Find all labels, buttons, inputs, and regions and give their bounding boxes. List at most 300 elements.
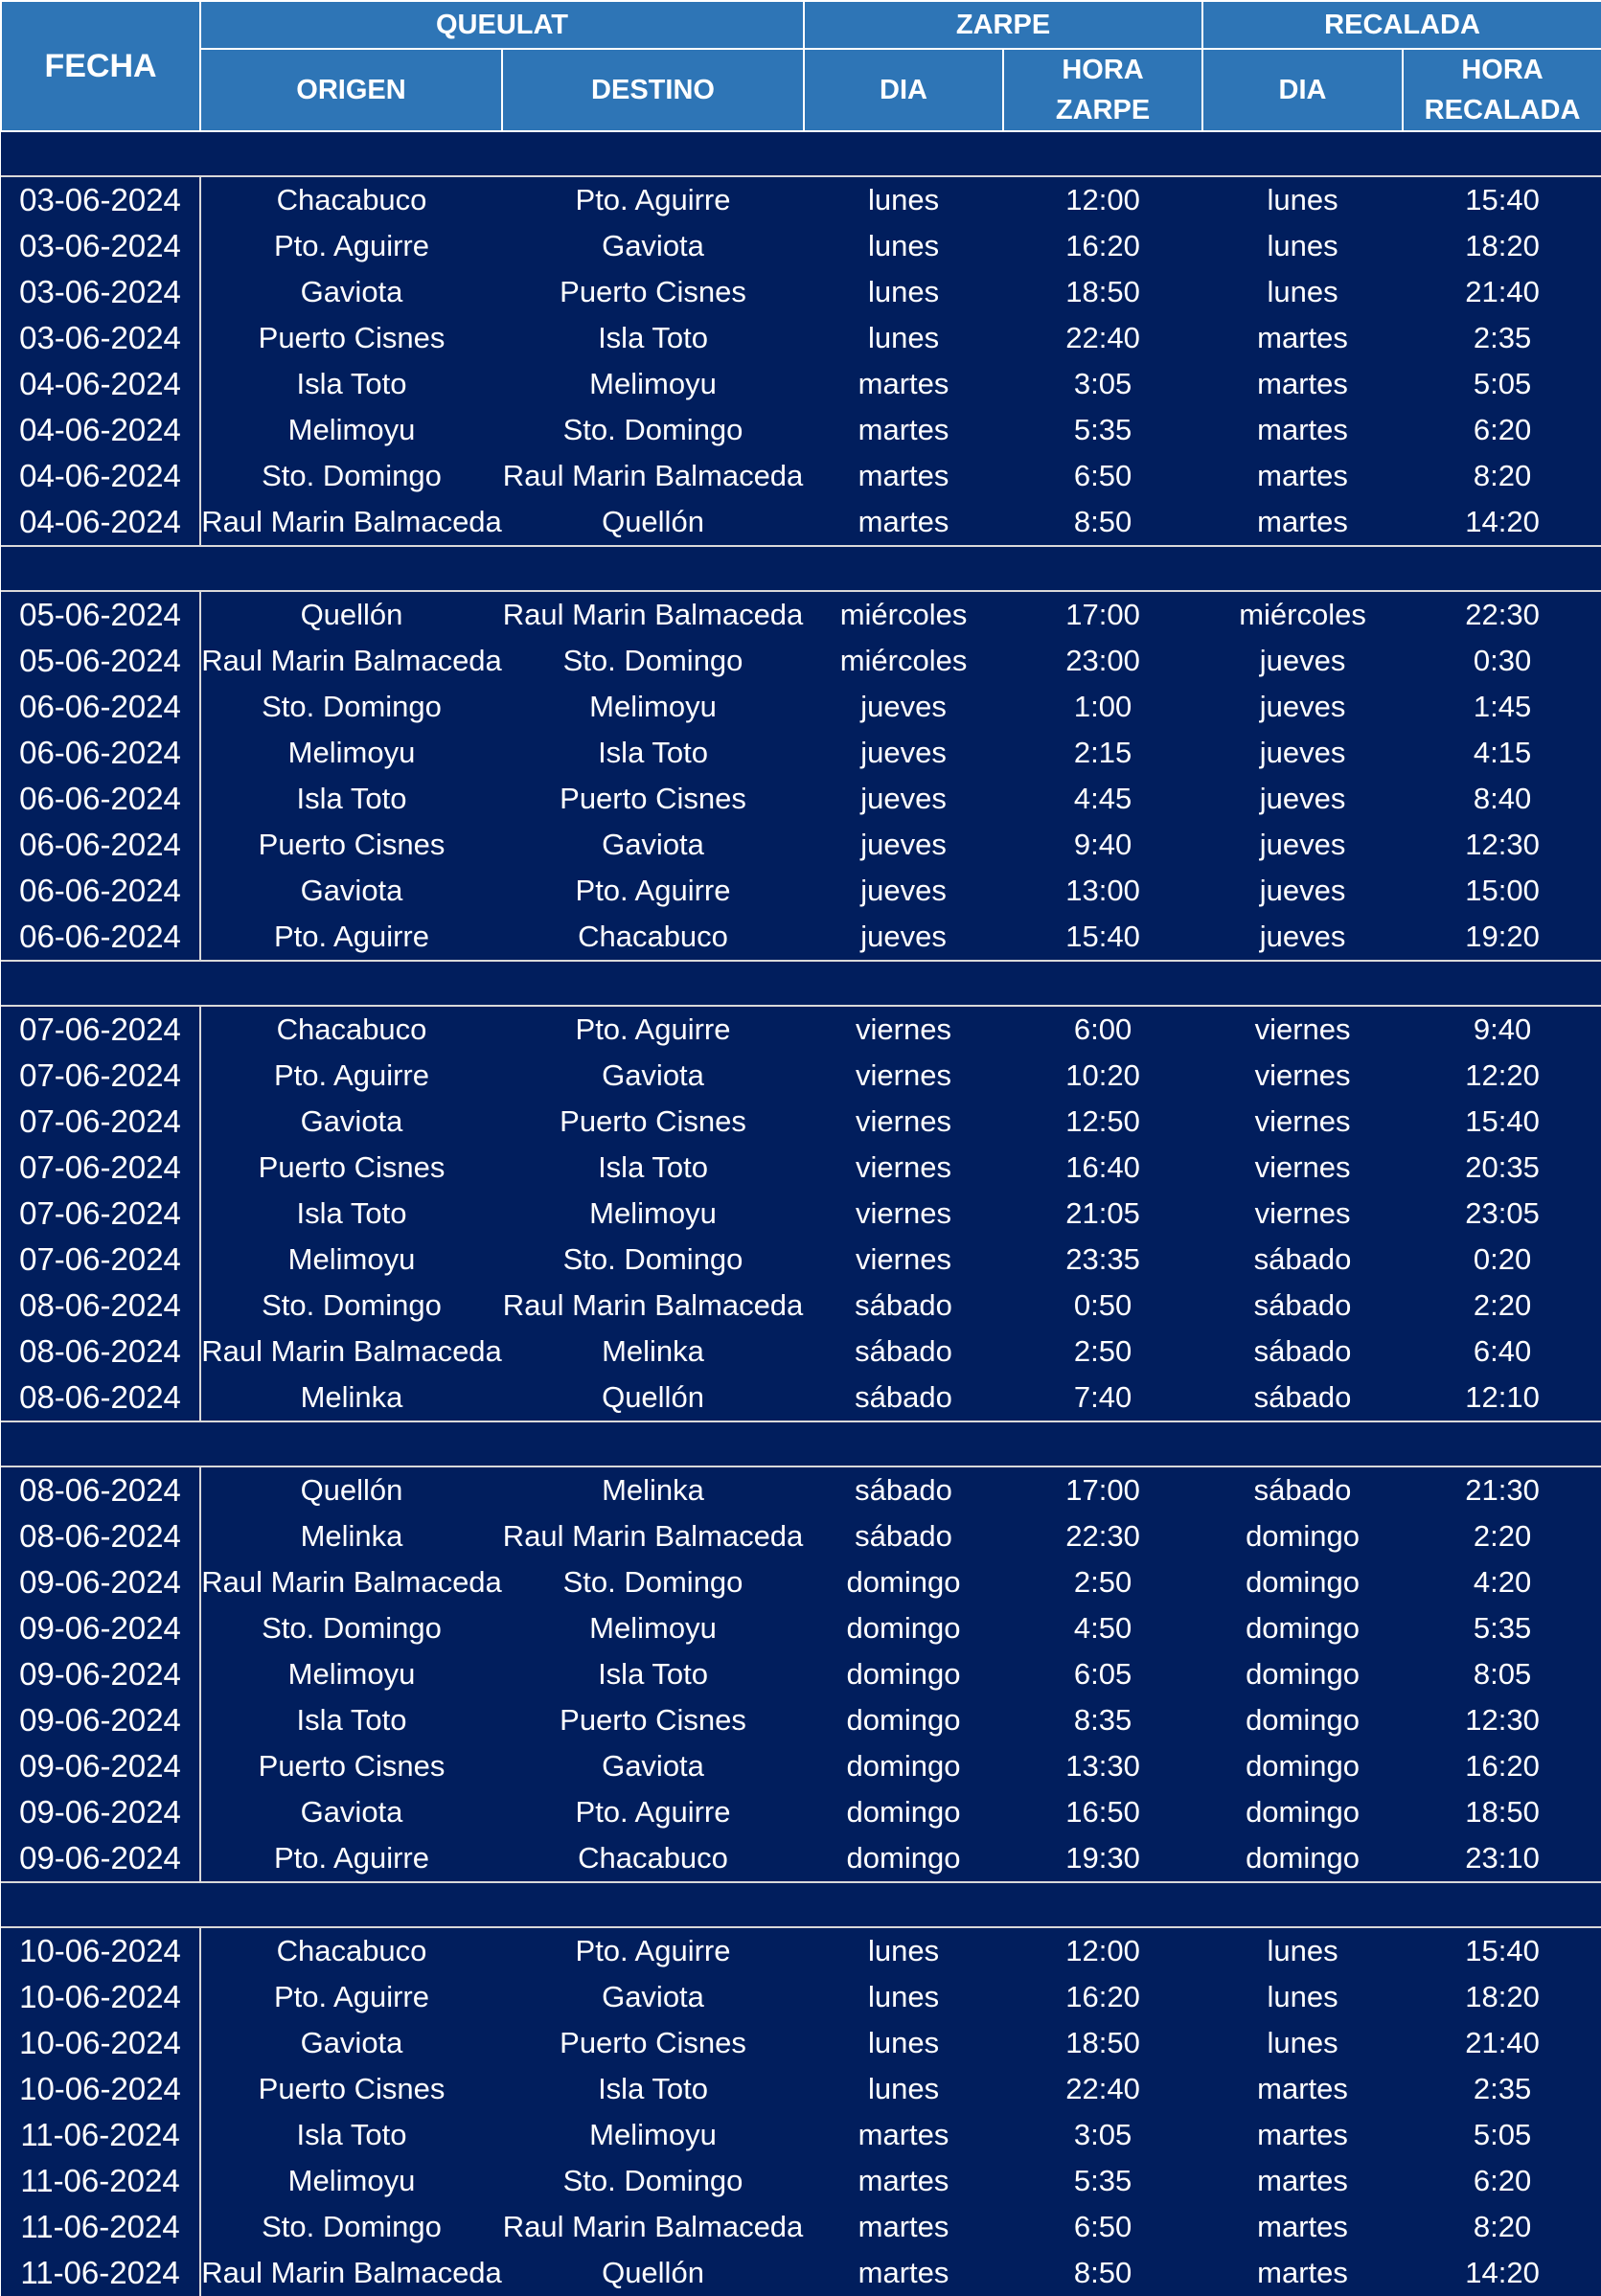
cell-hora-zarpe: 12:00	[1003, 1927, 1202, 1974]
group-separator	[1, 546, 1601, 591]
separator-cell	[1, 1421, 1601, 1466]
table-row	[1, 315, 1601, 361]
cell-dia-zarpe: viernes	[804, 1053, 1003, 1099]
cell-hora-recalada: 8:20	[1403, 453, 1601, 499]
cell-hora-recalada: 12:30	[1403, 1697, 1601, 1743]
cell-destino: Melinka	[502, 1329, 804, 1375]
cell-dia-zarpe: sábado	[804, 1283, 1003, 1329]
table-row	[1, 1053, 1601, 1099]
cell-dia-zarpe: sábado	[804, 1329, 1003, 1375]
cell-dia-zarpe: lunes	[804, 223, 1003, 269]
table-row	[1, 1513, 1601, 1559]
cell-fecha: 06-06-2024	[1, 776, 200, 822]
cell-destino: Melimoyu	[502, 1605, 804, 1651]
cell-origen: Isla Toto	[200, 2112, 502, 2158]
cell-fecha: 07-06-2024	[1, 1006, 200, 1053]
cell-destino: Melimoyu	[502, 2112, 804, 2158]
cell-hora-recalada: 15:40	[1403, 176, 1601, 223]
cell-fecha: 08-06-2024	[1, 1329, 200, 1375]
cell-hora-zarpe: 2:50	[1003, 1329, 1202, 1375]
table-header	[1, 1, 1601, 131]
cell-dia-recalada: lunes	[1202, 1927, 1403, 1974]
cell-dia-recalada: lunes	[1202, 1974, 1403, 2020]
table-row	[1, 822, 1601, 868]
cell-dia-recalada: sábado	[1202, 1283, 1403, 1329]
cell-dia-zarpe: domingo	[804, 1651, 1003, 1697]
cell-fecha: 06-06-2024	[1, 730, 200, 776]
header-hora-recalada-line1: HORA	[1461, 55, 1544, 85]
cell-dia-recalada: domingo	[1202, 1651, 1403, 1697]
cell-dia-zarpe: martes	[804, 499, 1003, 546]
cell-origen: Raul Marin Balmaceda	[200, 2250, 502, 2296]
cell-destino: Sto. Domingo	[502, 407, 804, 453]
cell-dia-recalada: jueves	[1202, 730, 1403, 776]
cell-dia-zarpe: jueves	[804, 914, 1003, 961]
cell-hora-zarpe: 4:50	[1003, 1605, 1202, 1651]
cell-fecha: 08-06-2024	[1, 1283, 200, 1329]
cell-origen: Raul Marin Balmaceda	[200, 1559, 502, 1605]
cell-dia-recalada: sábado	[1202, 1466, 1403, 1513]
group-separator	[1, 961, 1601, 1006]
cell-fecha: 09-06-2024	[1, 1789, 200, 1835]
cell-fecha: 11-06-2024	[1, 2204, 200, 2250]
cell-destino: Pto. Aguirre	[502, 176, 804, 223]
cell-fecha: 07-06-2024	[1, 1053, 200, 1099]
cell-dia-zarpe: martes	[804, 2250, 1003, 2296]
cell-hora-recalada: 5:05	[1403, 2112, 1601, 2158]
cell-hora-zarpe: 3:05	[1003, 361, 1202, 407]
cell-destino: Pto. Aguirre	[502, 1927, 804, 1974]
cell-hora-zarpe: 12:50	[1003, 1099, 1202, 1145]
table-row	[1, 1191, 1601, 1237]
cell-dia-recalada: lunes	[1202, 2020, 1403, 2066]
cell-hora-zarpe: 17:00	[1003, 591, 1202, 638]
cell-dia-recalada: domingo	[1202, 1743, 1403, 1789]
cell-destino: Isla Toto	[502, 730, 804, 776]
cell-dia-recalada: viernes	[1202, 1191, 1403, 1237]
cell-hora-recalada: 12:30	[1403, 822, 1601, 868]
table-row	[1, 2158, 1601, 2204]
cell-destino: Raul Marin Balmaceda	[502, 1283, 804, 1329]
cell-hora-recalada: 4:20	[1403, 1559, 1601, 1605]
cell-fecha: 08-06-2024	[1, 1466, 200, 1513]
table-row	[1, 1466, 1601, 1513]
cell-hora-zarpe: 18:50	[1003, 269, 1202, 315]
cell-fecha: 09-06-2024	[1, 1743, 200, 1789]
cell-dia-recalada: lunes	[1202, 269, 1403, 315]
cell-hora-zarpe: 8:35	[1003, 1697, 1202, 1743]
table-row	[1, 2020, 1601, 2066]
cell-destino: Sto. Domingo	[502, 2158, 804, 2204]
cell-origen: Melimoyu	[200, 1237, 502, 1283]
cell-hora-recalada: 21:30	[1403, 1466, 1601, 1513]
table-row	[1, 1329, 1601, 1375]
cell-hora-recalada: 5:35	[1403, 1605, 1601, 1651]
cell-dia-zarpe: sábado	[804, 1513, 1003, 1559]
cell-hora-recalada: 2:20	[1403, 1513, 1601, 1559]
header-hora-zarpe-line1: HORA	[1062, 55, 1144, 85]
group-separator	[1, 1882, 1601, 1927]
cell-destino: Gaviota	[502, 223, 804, 269]
cell-hora-zarpe: 22:40	[1003, 2066, 1202, 2112]
separator-cell	[1, 1882, 1601, 1927]
cell-hora-zarpe: 6:50	[1003, 453, 1202, 499]
cell-hora-recalada: 2:35	[1403, 315, 1601, 361]
cell-dia-recalada: sábado	[1202, 1375, 1403, 1421]
cell-hora-recalada: 18:20	[1403, 1974, 1601, 2020]
header-hora-zarpe-line2: ZARPE	[1055, 95, 1151, 125]
cell-hora-zarpe: 23:00	[1003, 638, 1202, 684]
cell-hora-zarpe: 13:00	[1003, 868, 1202, 914]
table-row	[1, 638, 1601, 684]
cell-dia-recalada: lunes	[1202, 223, 1403, 269]
cell-hora-zarpe: 6:05	[1003, 1651, 1202, 1697]
header-recalada: RECALADA	[1202, 1, 1601, 49]
table-row	[1, 1651, 1601, 1697]
cell-hora-recalada: 23:05	[1403, 1191, 1601, 1237]
cell-hora-recalada: 12:10	[1403, 1375, 1601, 1421]
cell-origen: Sto. Domingo	[200, 1283, 502, 1329]
table-row	[1, 176, 1601, 223]
cell-dia-recalada: jueves	[1202, 776, 1403, 822]
cell-dia-zarpe: viernes	[804, 1237, 1003, 1283]
table-row	[1, 2066, 1601, 2112]
cell-dia-recalada: sábado	[1202, 1237, 1403, 1283]
cell-fecha: 07-06-2024	[1, 1191, 200, 1237]
cell-dia-zarpe: martes	[804, 2158, 1003, 2204]
cell-origen: Sto. Domingo	[200, 2204, 502, 2250]
cell-dia-zarpe: viernes	[804, 1145, 1003, 1191]
cell-destino: Raul Marin Balmaceda	[502, 453, 804, 499]
cell-dia-zarpe: martes	[804, 361, 1003, 407]
table-row	[1, 1006, 1601, 1053]
cell-dia-zarpe: sábado	[804, 1466, 1003, 1513]
cell-dia-zarpe: jueves	[804, 776, 1003, 822]
cell-hora-zarpe: 18:50	[1003, 2020, 1202, 2066]
cell-hora-zarpe: 6:50	[1003, 2204, 1202, 2250]
cell-hora-recalada: 8:20	[1403, 2204, 1601, 2250]
cell-hora-zarpe: 16:50	[1003, 1789, 1202, 1835]
cell-origen: Gaviota	[200, 2020, 502, 2066]
cell-dia-recalada: martes	[1202, 453, 1403, 499]
cell-hora-zarpe: 2:50	[1003, 1559, 1202, 1605]
cell-hora-recalada: 2:20	[1403, 1283, 1601, 1329]
cell-dia-zarpe: martes	[804, 453, 1003, 499]
cell-fecha: 06-06-2024	[1, 822, 200, 868]
cell-hora-recalada: 15:40	[1403, 1099, 1601, 1145]
cell-origen: Chacabuco	[200, 1006, 502, 1053]
cell-dia-recalada: jueves	[1202, 822, 1403, 868]
table-row	[1, 1697, 1601, 1743]
cell-hora-recalada: 21:40	[1403, 2020, 1601, 2066]
cell-dia-recalada: jueves	[1202, 638, 1403, 684]
cell-dia-zarpe: domingo	[804, 1789, 1003, 1835]
table-row	[1, 269, 1601, 315]
cell-destino: Melinka	[502, 1466, 804, 1513]
cell-dia-zarpe: martes	[804, 2204, 1003, 2250]
cell-destino: Pto. Aguirre	[502, 1789, 804, 1835]
cell-fecha: 03-06-2024	[1, 223, 200, 269]
cell-destino: Sto. Domingo	[502, 638, 804, 684]
header-hora-recalada	[1403, 49, 1601, 131]
table-row	[1, 868, 1601, 914]
cell-dia-recalada: viernes	[1202, 1006, 1403, 1053]
cell-fecha: 06-06-2024	[1, 868, 200, 914]
header-hora-recalada-line2: RECALADA	[1424, 95, 1581, 125]
cell-destino: Gaviota	[502, 1053, 804, 1099]
table-row	[1, 499, 1601, 546]
cell-dia-recalada: martes	[1202, 361, 1403, 407]
cell-fecha: 09-06-2024	[1, 1697, 200, 1743]
separator-cell	[1, 131, 1601, 176]
cell-destino: Pto. Aguirre	[502, 868, 804, 914]
table-row	[1, 1789, 1601, 1835]
cell-fecha: 06-06-2024	[1, 914, 200, 961]
cell-hora-zarpe: 0:50	[1003, 1283, 1202, 1329]
cell-fecha: 07-06-2024	[1, 1099, 200, 1145]
table-row	[1, 2250, 1601, 2296]
cell-dia-recalada: martes	[1202, 2204, 1403, 2250]
table-row	[1, 684, 1601, 730]
cell-origen: Chacabuco	[200, 176, 502, 223]
cell-destino: Isla Toto	[502, 2066, 804, 2112]
cell-origen: Puerto Cisnes	[200, 1145, 502, 1191]
table-row	[1, 453, 1601, 499]
cell-origen: Sto. Domingo	[200, 453, 502, 499]
cell-hora-zarpe: 9:40	[1003, 822, 1202, 868]
cell-origen: Melimoyu	[200, 2158, 502, 2204]
cell-hora-zarpe: 13:30	[1003, 1743, 1202, 1789]
cell-hora-recalada: 15:00	[1403, 868, 1601, 914]
cell-dia-recalada: domingo	[1202, 1835, 1403, 1882]
cell-hora-zarpe: 7:40	[1003, 1375, 1202, 1421]
cell-hora-zarpe: 22:40	[1003, 315, 1202, 361]
cell-dia-zarpe: domingo	[804, 1605, 1003, 1651]
cell-origen: Raul Marin Balmaceda	[200, 638, 502, 684]
cell-dia-recalada: sábado	[1202, 1329, 1403, 1375]
table-row	[1, 1283, 1601, 1329]
cell-dia-recalada: domingo	[1202, 1513, 1403, 1559]
cell-hora-recalada: 14:20	[1403, 2250, 1601, 2296]
table-row	[1, 1927, 1601, 1974]
cell-destino: Melimoyu	[502, 684, 804, 730]
cell-origen: Puerto Cisnes	[200, 1743, 502, 1789]
table-row	[1, 1559, 1601, 1605]
cell-dia-recalada: domingo	[1202, 1697, 1403, 1743]
cell-destino: Quellón	[502, 1375, 804, 1421]
cell-fecha: 06-06-2024	[1, 684, 200, 730]
cell-hora-zarpe: 6:00	[1003, 1006, 1202, 1053]
cell-hora-recalada: 15:40	[1403, 1927, 1601, 1974]
cell-dia-zarpe: sábado	[804, 1375, 1003, 1421]
separator-cell	[1, 961, 1601, 1006]
table-row	[1, 730, 1601, 776]
cell-destino: Chacabuco	[502, 1835, 804, 1882]
separator-cell	[1, 546, 1601, 591]
table-row	[1, 1743, 1601, 1789]
cell-origen: Melinka	[200, 1513, 502, 1559]
table-row	[1, 1974, 1601, 2020]
cell-origen: Pto. Aguirre	[200, 1053, 502, 1099]
cell-hora-recalada: 6:40	[1403, 1329, 1601, 1375]
cell-hora-zarpe: 8:50	[1003, 499, 1202, 546]
table-row	[1, 2204, 1601, 2250]
cell-origen: Sto. Domingo	[200, 1605, 502, 1651]
cell-dia-zarpe: domingo	[804, 1697, 1003, 1743]
cell-hora-zarpe: 3:05	[1003, 2112, 1202, 2158]
cell-fecha: 03-06-2024	[1, 269, 200, 315]
cell-dia-zarpe: lunes	[804, 1927, 1003, 1974]
cell-fecha: 07-06-2024	[1, 1237, 200, 1283]
cell-dia-recalada: lunes	[1202, 176, 1403, 223]
cell-hora-recalada: 8:05	[1403, 1651, 1601, 1697]
cell-hora-recalada: 0:30	[1403, 638, 1601, 684]
cell-dia-zarpe: miércoles	[804, 638, 1003, 684]
cell-fecha: 09-06-2024	[1, 1559, 200, 1605]
cell-origen: Gaviota	[200, 1789, 502, 1835]
cell-dia-recalada: viernes	[1202, 1053, 1403, 1099]
cell-fecha: 10-06-2024	[1, 1974, 200, 2020]
cell-dia-recalada: martes	[1202, 499, 1403, 546]
cell-origen: Pto. Aguirre	[200, 223, 502, 269]
cell-origen: Isla Toto	[200, 361, 502, 407]
cell-fecha: 05-06-2024	[1, 591, 200, 638]
cell-dia-zarpe: viernes	[804, 1099, 1003, 1145]
cell-dia-recalada: martes	[1202, 2066, 1403, 2112]
cell-hora-recalada: 16:20	[1403, 1743, 1601, 1789]
cell-fecha: 03-06-2024	[1, 315, 200, 361]
cell-hora-zarpe: 19:30	[1003, 1835, 1202, 1882]
cell-dia-zarpe: miércoles	[804, 591, 1003, 638]
cell-hora-zarpe: 1:00	[1003, 684, 1202, 730]
cell-hora-recalada: 8:40	[1403, 776, 1601, 822]
cell-fecha: 10-06-2024	[1, 2020, 200, 2066]
cell-destino: Puerto Cisnes	[502, 776, 804, 822]
cell-destino: Raul Marin Balmaceda	[502, 591, 804, 638]
cell-origen: Melimoyu	[200, 730, 502, 776]
cell-fecha: 10-06-2024	[1, 2066, 200, 2112]
cell-destino: Raul Marin Balmaceda	[502, 2204, 804, 2250]
cell-hora-zarpe: 4:45	[1003, 776, 1202, 822]
cell-dia-recalada: martes	[1202, 315, 1403, 361]
table-row	[1, 1375, 1601, 1421]
cell-dia-zarpe: martes	[804, 2112, 1003, 2158]
cell-dia-zarpe: lunes	[804, 2020, 1003, 2066]
cell-destino: Raul Marin Balmaceda	[502, 1513, 804, 1559]
cell-fecha: 11-06-2024	[1, 2112, 200, 2158]
table-row	[1, 1835, 1601, 1882]
cell-fecha: 11-06-2024	[1, 2158, 200, 2204]
cell-origen: Puerto Cisnes	[200, 315, 502, 361]
cell-fecha: 09-06-2024	[1, 1605, 200, 1651]
cell-hora-recalada: 18:50	[1403, 1789, 1601, 1835]
cell-fecha: 08-06-2024	[1, 1513, 200, 1559]
cell-hora-zarpe: 5:35	[1003, 2158, 1202, 2204]
cell-destino: Quellón	[502, 2250, 804, 2296]
header-zarpe: ZARPE	[804, 1, 1202, 49]
cell-origen: Melinka	[200, 1375, 502, 1421]
header-queulat: QUEULAT	[200, 1, 804, 49]
cell-hora-recalada: 19:20	[1403, 914, 1601, 961]
table-row	[1, 2112, 1601, 2158]
cell-origen: Chacabuco	[200, 1927, 502, 1974]
cell-destino: Melimoyu	[502, 361, 804, 407]
cell-hora-zarpe: 5:35	[1003, 407, 1202, 453]
table-row	[1, 407, 1601, 453]
cell-dia-recalada: martes	[1202, 407, 1403, 453]
cell-hora-zarpe: 8:50	[1003, 2250, 1202, 2296]
cell-hora-recalada: 5:05	[1403, 361, 1601, 407]
cell-dia-recalada: domingo	[1202, 1605, 1403, 1651]
table-row	[1, 1099, 1601, 1145]
cell-dia-recalada: jueves	[1202, 914, 1403, 961]
cell-dia-recalada: domingo	[1202, 1559, 1403, 1605]
cell-fecha: 05-06-2024	[1, 638, 200, 684]
group-separator	[1, 131, 1601, 176]
cell-hora-recalada: 23:10	[1403, 1835, 1601, 1882]
cell-dia-recalada: domingo	[1202, 1789, 1403, 1835]
cell-destino: Puerto Cisnes	[502, 1697, 804, 1743]
cell-hora-zarpe: 16:20	[1003, 1974, 1202, 2020]
cell-dia-zarpe: jueves	[804, 730, 1003, 776]
cell-origen: Isla Toto	[200, 1191, 502, 1237]
cell-dia-recalada: martes	[1202, 2112, 1403, 2158]
cell-dia-zarpe: lunes	[804, 176, 1003, 223]
cell-hora-zarpe: 15:40	[1003, 914, 1202, 961]
cell-hora-recalada: 14:20	[1403, 499, 1601, 546]
cell-origen: Gaviota	[200, 868, 502, 914]
cell-hora-recalada: 2:35	[1403, 2066, 1601, 2112]
cell-dia-zarpe: domingo	[804, 1835, 1003, 1882]
cell-hora-recalada: 4:15	[1403, 730, 1601, 776]
table-row	[1, 1605, 1601, 1651]
cell-destino: Pto. Aguirre	[502, 1006, 804, 1053]
cell-fecha: 07-06-2024	[1, 1145, 200, 1191]
cell-fecha: 04-06-2024	[1, 499, 200, 546]
header-destino: DESTINO	[502, 49, 804, 131]
cell-origen: Pto. Aguirre	[200, 914, 502, 961]
header-fecha: FECHA	[1, 1, 200, 131]
cell-hora-recalada: 6:20	[1403, 2158, 1601, 2204]
cell-destino: Quellón	[502, 499, 804, 546]
cell-dia-zarpe: domingo	[804, 1559, 1003, 1605]
cell-fecha: 03-06-2024	[1, 176, 200, 223]
cell-dia-zarpe: domingo	[804, 1743, 1003, 1789]
cell-destino: Puerto Cisnes	[502, 1099, 804, 1145]
cell-origen: Sto. Domingo	[200, 684, 502, 730]
cell-destino: Isla Toto	[502, 1145, 804, 1191]
cell-dia-recalada: viernes	[1202, 1145, 1403, 1191]
table-body	[1, 131, 1601, 2296]
cell-origen: Pto. Aguirre	[200, 1974, 502, 2020]
header-origen: ORIGEN	[200, 49, 502, 131]
cell-destino: Gaviota	[502, 1974, 804, 2020]
cell-dia-recalada: jueves	[1202, 868, 1403, 914]
cell-origen: Puerto Cisnes	[200, 822, 502, 868]
cell-dia-recalada: miércoles	[1202, 591, 1403, 638]
cell-dia-recalada: martes	[1202, 2158, 1403, 2204]
cell-destino: Melimoyu	[502, 1191, 804, 1237]
cell-dia-zarpe: lunes	[804, 315, 1003, 361]
table-row	[1, 1237, 1601, 1283]
table-row	[1, 591, 1601, 638]
cell-dia-recalada: jueves	[1202, 684, 1403, 730]
cell-origen: Quellón	[200, 591, 502, 638]
cell-dia-zarpe: lunes	[804, 1974, 1003, 2020]
cell-origen: Melimoyu	[200, 407, 502, 453]
cell-origen: Pto. Aguirre	[200, 1835, 502, 1882]
table-row	[1, 361, 1601, 407]
